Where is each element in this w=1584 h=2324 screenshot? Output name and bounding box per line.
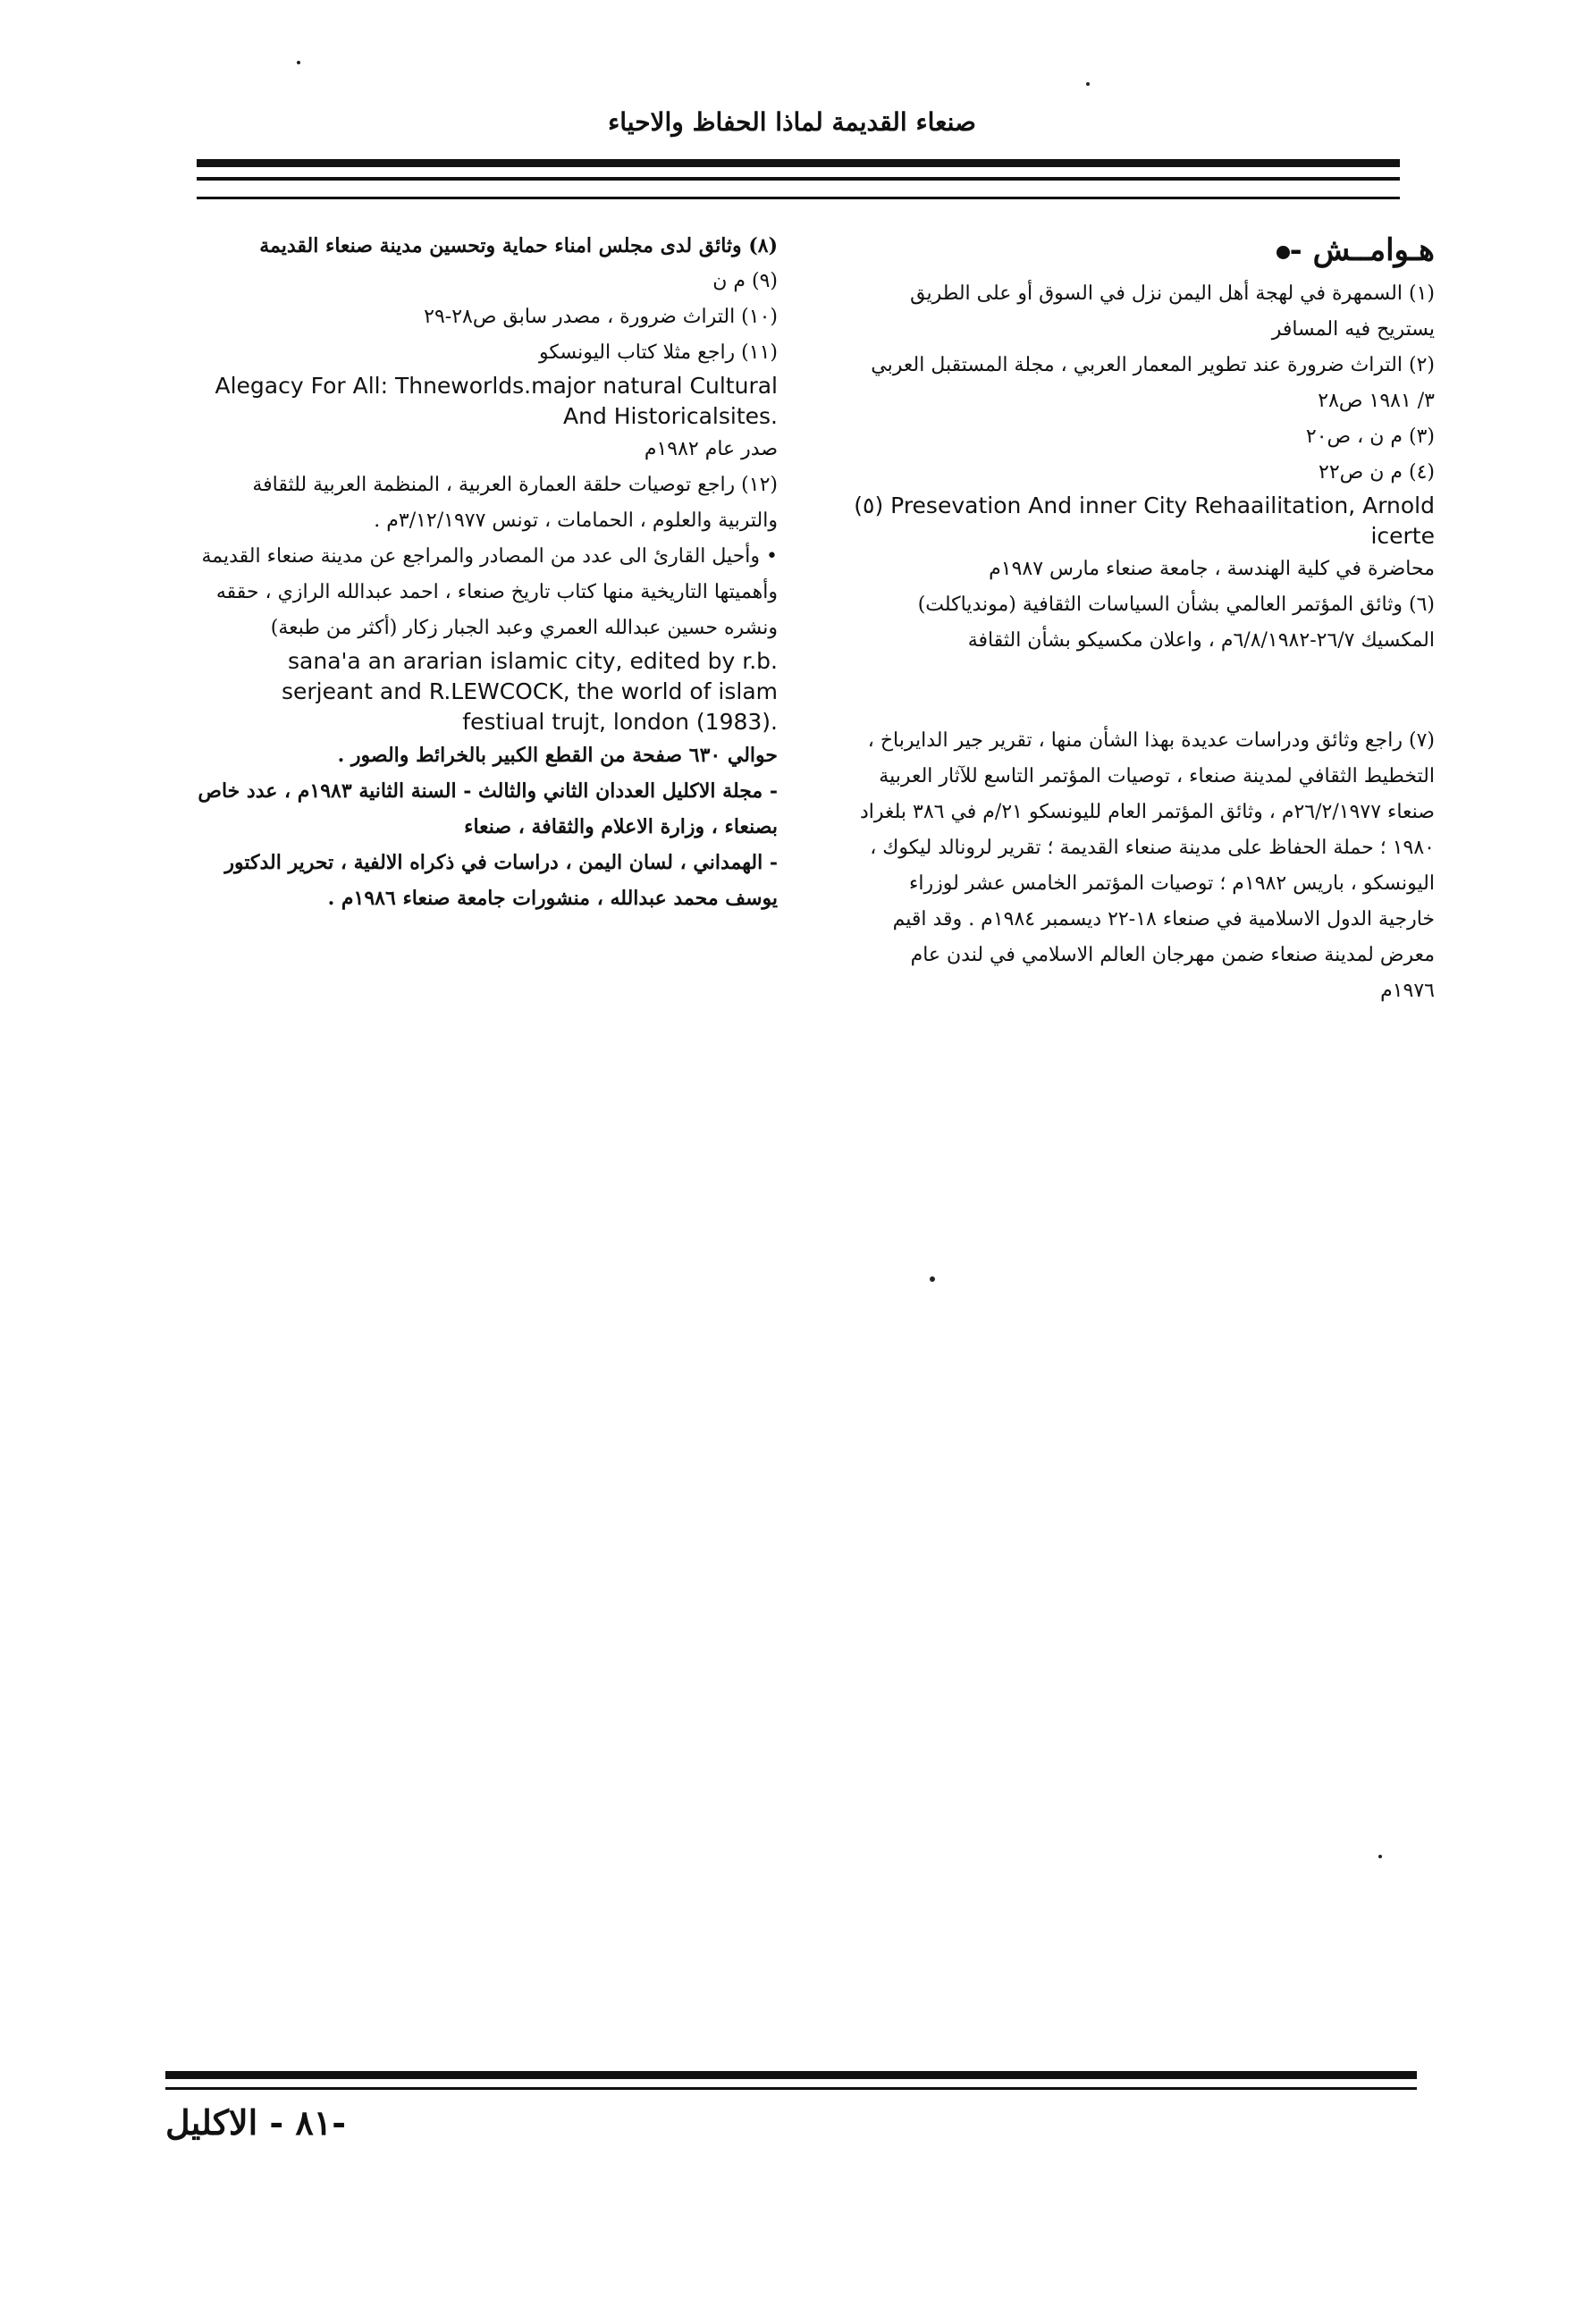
footnotes-left-column <box>197 228 778 916</box>
footnote-item: (٨) وثائق لدى مجلس امناء حماية وتحسين مدينة صنعاء القديمة <box>259 234 778 257</box>
footnote-item: (٢) التراث ضرورة عند تطوير المعمار العربي ، مجلة المستقبل العربي ٣/ ١٩٨١ ص٢٨ <box>871 354 1435 412</box>
footnote-item: (٤) م ن ص٢٢ <box>1319 461 1435 484</box>
page-speck <box>1086 82 1090 86</box>
page-speck <box>297 61 300 64</box>
footnotes-heading <box>854 228 1435 273</box>
footnote-item: (١٠) التراث ضرورة ، مصدر سابق ص٢٨-٢٩ <box>424 306 778 328</box>
footnote-item: (١١) راجع مثلا كتاب اليونسكو <box>539 341 778 364</box>
footnotes-left-list <box>197 228 778 916</box>
footnote-item: (٩) م ن <box>712 270 778 292</box>
footnote-gap <box>854 673 1435 709</box>
bullet-icon <box>1276 246 1290 259</box>
footnote-item: - مجلة الاكليل العددان الثاني والثالث - السنة الثانية ١٩٨٣م ، عدد خاص بصنعاء ، وزارة الاعلام والثقافة ، صنعاء <box>198 779 778 838</box>
footnote-item: (٦) وثائق المؤتمر العالمي بشأن السياسات الثقافية (موندياكلت) المكسيك ٢٦/٧-٦/٨/١٩٨٢م ، واعلان مكسيكو بشأن الثقافة <box>917 594 1435 652</box>
running-header-title: صنعاء القديمة لماذا الحفاظ والاحياء <box>608 107 976 137</box>
footnote-item: • وأحيل القارئ الى عدد من المصادر والمراجع عن مدينة صنعاء القديمة وأهميتها التاريخية منها كتاب تاريخ صنعاء ، احمد عبدالله الرازي ، حققه ونشره حسين عبدالله العمري وعبد الجبار زكار (أكثر من طبعة) <box>201 545 778 639</box>
footer-rule-thick <box>165 2071 1417 2079</box>
footnote-item: (٣) م ن ، ص٢٠ <box>1305 425 1435 448</box>
footnote-item: (١) السمهرة في لهجة أهل اليمن نزل في السوق أو على الطريق يستريح فيه المسافر <box>910 282 1435 341</box>
footnotes-right-list <box>854 276 1435 1009</box>
footnote-item: صدر عام ١٩٨٢م <box>644 438 778 460</box>
footnote-item: (٧) راجع وثائق ودراسات عديدة بهذا الشأن منها ، تقرير جير الدايرباخ ، التخطيط الثقافي لمدينة صنعاء ، توصيات المؤتمر التاسع للآثار العربية صنعاء ٢٦/٢/١٩٧٧م ، وثائق المؤتمر العام لليونسكو ٢١/م في ٣٨٦ بلغراد ١٩٨٠ ؛ حملة الحفاظ على مدينة صنعاء القديمة ؛ تقرير لرونالد ليكوك ، اليونسكو ، باريس ١٩٨٢م ؛ توصيات المؤتمر الخامس عشر لوزراء خارجية الدول الاسلامية في صنعاء ١٨-٢٢ ديسمبر ١٩٨٤م . وقد اقيم معرض لمدينة صنعاء ضمن مهرجان العالم الاسلامي في لندن عام ١٩٧٦م <box>859 729 1435 1002</box>
footnote-item: - الهمداني ، لسان اليمن ، دراسات في ذكراه الالفية ، تحرير الدكتور يوسف محمد عبدالله ، منشورات جامعة صنعاء ١٩٨٦م . <box>224 851 778 910</box>
footnote-item: محاضرة في كلية الهندسة ، جامعة صنعاء مارس ١٩٨٧م <box>989 558 1435 580</box>
footnote-item: (١٢) راجع توصيات حلقة العمارة العربية ، المنظمة العربية للثقافة والتربية والعلوم ، الحمامات ، تونس ٣/١٢/١٩٧٧م . <box>252 474 778 532</box>
footnote-item: Alegacy For All: Thneworlds.major natural Cultural And Historicalsites. <box>215 373 778 429</box>
footnote-item: حوالي ٦٣٠ صفحة من القطع الكبير بالخرائط والصور . <box>337 744 778 767</box>
page-speck <box>1378 1855 1382 1858</box>
header-rule-thick <box>197 159 1400 167</box>
header-rule-mid <box>197 177 1400 181</box>
footer-rule-thin <box>165 2087 1417 2090</box>
footnotes-right-column <box>854 228 1435 1009</box>
header-rule-thin <box>197 197 1400 199</box>
footnote-item: sana'a an ararian islamic city, edited by r.b. serjeant and R.LEWCOCK, the world of islam festiual trujt, london (1983). <box>281 648 778 735</box>
footnotes-heading-label: هـوامــش - <box>1289 232 1435 268</box>
page-number: -٨١ - الاكليل <box>165 2102 346 2143</box>
page-speck <box>930 1276 935 1282</box>
footnote-item: (٥) Presevation And inner City Rehaailitation, Arnold icerte <box>854 493 1435 549</box>
